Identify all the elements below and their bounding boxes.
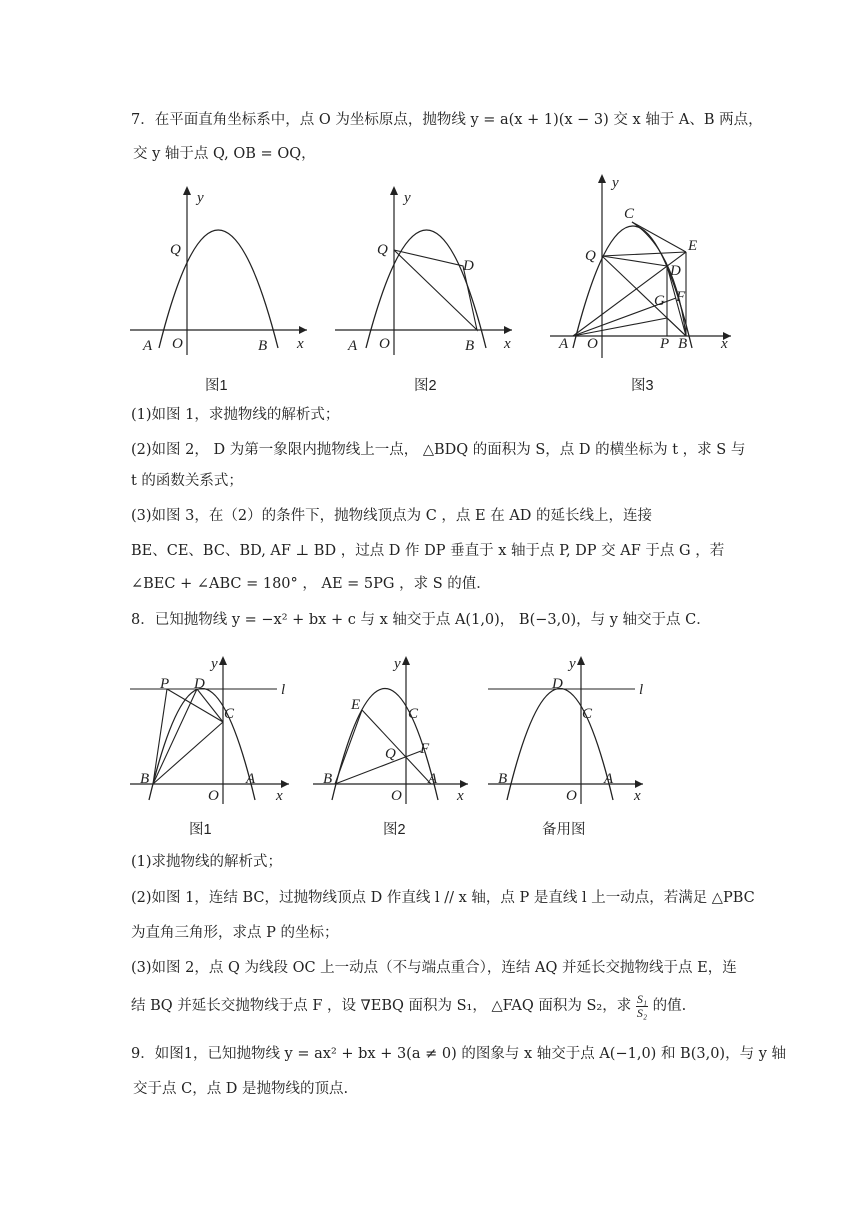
point-D-label: D <box>194 676 205 692</box>
point-B-label: B <box>678 336 688 352</box>
q8-part2-line1: (2)如图 1，连结 BC，过抛物线顶点 D 作直线 l // x 轴，点 P 是直线 l 上一动点，若满足 △PBC <box>131 890 755 906</box>
line-l-label: l <box>639 682 644 698</box>
point-Q-label: Q <box>585 248 596 264</box>
point-B-label: B <box>258 338 268 354</box>
q7-fig1-caption: 图1 <box>205 378 228 394</box>
q9-line2: 交于点 C，点 D 是抛物线的顶点. <box>133 1081 349 1097</box>
q8-fig1-caption: 图1 <box>189 822 212 838</box>
y-axis-label: y <box>394 656 401 672</box>
x-axis-label: x <box>297 336 304 352</box>
q7-fig3-caption: 图3 <box>631 378 654 394</box>
point-C-label: C <box>224 706 235 722</box>
point-E-label: E <box>351 697 361 713</box>
q7-figure-2 <box>330 180 520 360</box>
q8-fig3-caption: 备用图 <box>542 822 586 838</box>
x-axis-label: x <box>504 336 511 352</box>
q8-figure-3 <box>485 652 650 812</box>
origin-label: O <box>587 336 598 352</box>
ratio-fraction <box>636 993 648 1020</box>
point-D-label: D <box>670 263 681 279</box>
q8-figure-1 <box>127 652 295 812</box>
x-axis-label: x <box>634 788 641 804</box>
q7-part2-line1: (2)如图 2， D 为第一象限内抛物线上一点， △BDQ 的面积为 S，点 D 的横坐标为 t ，求 S 与 <box>131 442 746 458</box>
origin-label: O <box>379 336 390 352</box>
point-E-label: E <box>688 238 698 254</box>
q8-part3-line1: (3)如图 2，点 Q 为线段 OC 上一动点（不与端点重合），连结 AQ 并延长交抛物线于点 E，连 <box>131 960 737 976</box>
x-axis-label: x <box>721 336 728 352</box>
point-D-label: D <box>463 258 474 274</box>
point-Q-label: Q <box>377 242 388 258</box>
q7-part3-line3: ∠BEC + ∠ABC = 180° ， AE = 5PG ，求 S 的值． <box>131 576 491 592</box>
q8-part3-line2 <box>131 990 686 1022</box>
point-C-label: C <box>624 206 635 222</box>
point-Q-label: Q <box>385 746 396 762</box>
y-axis-label: y <box>569 656 576 672</box>
fraction-numerator: S₁ <box>636 991 648 1006</box>
origin-label: O <box>391 788 402 804</box>
origin-label: O <box>566 788 577 804</box>
q7-line2: 交 y 轴于点 Q, OB = OQ， <box>133 146 316 162</box>
point-P-label: P <box>160 676 170 692</box>
q7-fig2-caption: 图2 <box>414 378 437 394</box>
point-B-label: B <box>498 771 508 787</box>
q8-part2-line2: 为直角三角形，求点 P 的坐标； <box>131 925 339 941</box>
point-B-label: B <box>465 338 475 354</box>
q8-figure-2 <box>310 652 475 812</box>
y-axis-label: y <box>612 175 619 191</box>
x-axis-label: x <box>457 788 464 804</box>
point-A-label: A <box>348 338 358 354</box>
q7-figure-1 <box>125 180 315 360</box>
point-G-label: G <box>654 293 665 309</box>
y-axis-label: y <box>197 190 204 206</box>
point-B-label: B <box>140 771 150 787</box>
q8-part3-text-pre: 结 BQ 并延长交抛物线于点 F ，设 ∇EBQ 面积为 S₁， △FAQ 面积为 S₂，求 <box>131 998 632 1014</box>
point-D-label: D <box>552 676 563 692</box>
q8-line1: 8．已知抛物线 y = −x² + bx + c 与 x 轴交于点 A(1,0)， B(−3,0)，与 y 轴交于点 C． <box>131 612 711 628</box>
x-axis-label: x <box>276 788 283 804</box>
q9-line1: 9．如图1，已知抛物线 y = ax² + bx + 3(a ≠ 0) 的图象与 x 轴交于点 A(−1,0) 和 B(3,0)，与 y 轴 <box>131 1046 786 1062</box>
q7-line1: 7．在平面直角坐标系中，点 O 为坐标原点，抛物线 y = a(x + 1)(x − 3) 交 x 轴于 A、B 两点， <box>131 112 763 128</box>
q7-figure-3 <box>545 170 740 360</box>
q8-part1: (1)求抛物线的解析式； <box>131 854 283 870</box>
y-axis-label: y <box>211 656 218 672</box>
point-P-label: P <box>660 336 670 352</box>
point-Q-label: Q <box>170 242 181 258</box>
q7-part2-line2: t 的函数关系式； <box>131 473 243 489</box>
q7-part3-line1: (3)如图 3，在（2）的条件下，抛物线顶点为 C ，点 E 在 AD 的延长线上，连接 <box>131 508 653 524</box>
point-C-label: C <box>582 706 593 722</box>
origin-label: O <box>172 336 183 352</box>
point-A-label: A <box>246 771 256 787</box>
q7-part3-line2: BE、CE、BC、BD, AF ⊥ BD ，过点 D 作 DP 垂直于 x 轴于点 P, DP 交 AF 于点 G ，若 <box>131 543 725 559</box>
y-axis-label: y <box>404 190 411 206</box>
q8-fig2-caption: 图2 <box>383 822 406 838</box>
line-l-label: l <box>281 682 286 698</box>
q8-part3-text-post: 的值. <box>652 998 687 1014</box>
point-B-label: B <box>323 771 333 787</box>
point-A-label: A <box>143 338 153 354</box>
point-C-label: C <box>408 706 419 722</box>
point-A-label: A <box>428 771 438 787</box>
point-A-label: A <box>559 336 569 352</box>
point-F-label: F <box>676 289 686 305</box>
q7-part1: (1)如图 1，求抛物线的解析式； <box>131 407 340 423</box>
fraction-denominator: S₂ <box>636 1005 648 1020</box>
point-A-label: A <box>604 771 614 787</box>
point-F-label: F <box>420 741 430 757</box>
origin-label: O <box>208 788 219 804</box>
